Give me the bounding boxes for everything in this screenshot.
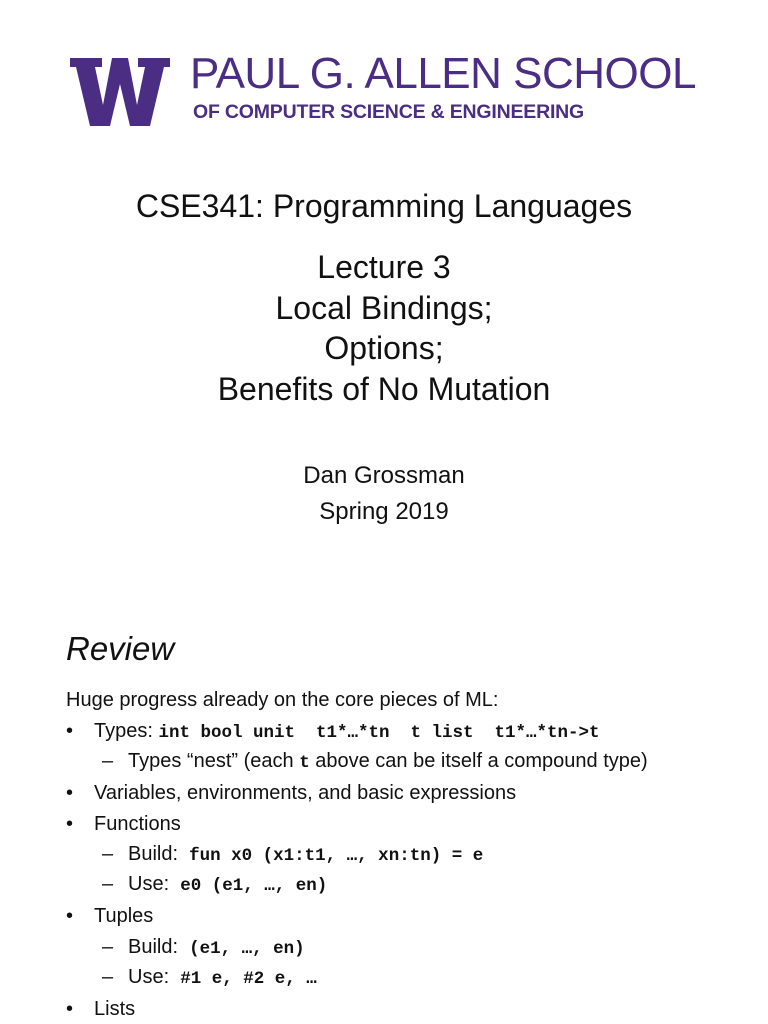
- item-code: #1 e, #2 e, …: [180, 969, 317, 990]
- item-label: Use:: [128, 966, 181, 989]
- dash: –: [102, 966, 114, 989]
- bullet: •: [66, 905, 74, 928]
- bullet: •: [66, 998, 74, 1021]
- list-item-tuples: [66, 901, 756, 931]
- item-code: e0 (e1, …, en): [180, 876, 328, 897]
- item-code: (e1, …, en): [189, 938, 305, 959]
- item-label: Tuples: [94, 905, 154, 928]
- item-label: Build:: [128, 935, 190, 958]
- lecture-number: Lecture 3: [317, 249, 451, 285]
- review-heading: Review: [66, 630, 175, 667]
- bullet: •: [66, 812, 74, 835]
- review-intro: Huge progress already on the core pieces of ML:: [66, 689, 499, 711]
- bullet: •: [66, 720, 74, 742]
- item-code: fun x0 (x1:t1, …, xn:tn) = e: [189, 846, 484, 867]
- lecture-topic-1: Local Bindings;: [275, 289, 493, 326]
- dash: –: [102, 843, 114, 866]
- lecture-title: [0, 247, 768, 409]
- list-item-lists: [66, 994, 756, 1024]
- item-label: Use:: [128, 873, 181, 896]
- author-name: Dan Grossman: [303, 462, 465, 489]
- lecture-topic-2: Options;: [324, 330, 444, 366]
- item-code: int bool unit t1*…*tn t list t1*…*tn->t: [158, 723, 600, 743]
- school-name: PAUL G. ALLEN SCHOOL: [190, 49, 696, 98]
- bullet: •: [66, 782, 74, 805]
- item-text-post: above can be itself a compound type): [309, 750, 648, 773]
- list-item-types: [66, 716, 756, 746]
- school-subtitle: OF COMPUTER SCIENCE & ENGINEERING: [193, 101, 585, 123]
- list-item-variables: [66, 778, 756, 808]
- sub-item-function-use: [66, 869, 756, 899]
- course-title: CSE341: Programming Languages: [135, 188, 633, 224]
- dash: –: [102, 935, 114, 958]
- dash: –: [102, 750, 114, 773]
- item-label: Types:: [94, 720, 159, 742]
- sub-item-types-nest: [66, 746, 756, 776]
- item-label: Build:: [128, 843, 190, 866]
- item-text-pre: Types “nest” (each: [128, 750, 300, 773]
- dash: –: [102, 873, 114, 896]
- item-label: Lists: [94, 998, 136, 1021]
- review-list: [66, 716, 756, 1024]
- item-code: t: [299, 753, 310, 774]
- lecture-topic-3: Benefits of No Mutation: [217, 370, 551, 407]
- sub-item-function-build: [66, 839, 756, 869]
- term: Spring 2019: [319, 498, 449, 525]
- sub-item-tuple-build: [66, 932, 756, 962]
- list-item-functions: [66, 809, 756, 839]
- item-label: Functions: [94, 812, 181, 835]
- sub-item-tuple-use: [66, 962, 756, 992]
- uw-w-logo: [70, 58, 170, 126]
- item-label: Variables, environments, and basic expressions: [94, 782, 517, 805]
- author-block: [0, 458, 768, 530]
